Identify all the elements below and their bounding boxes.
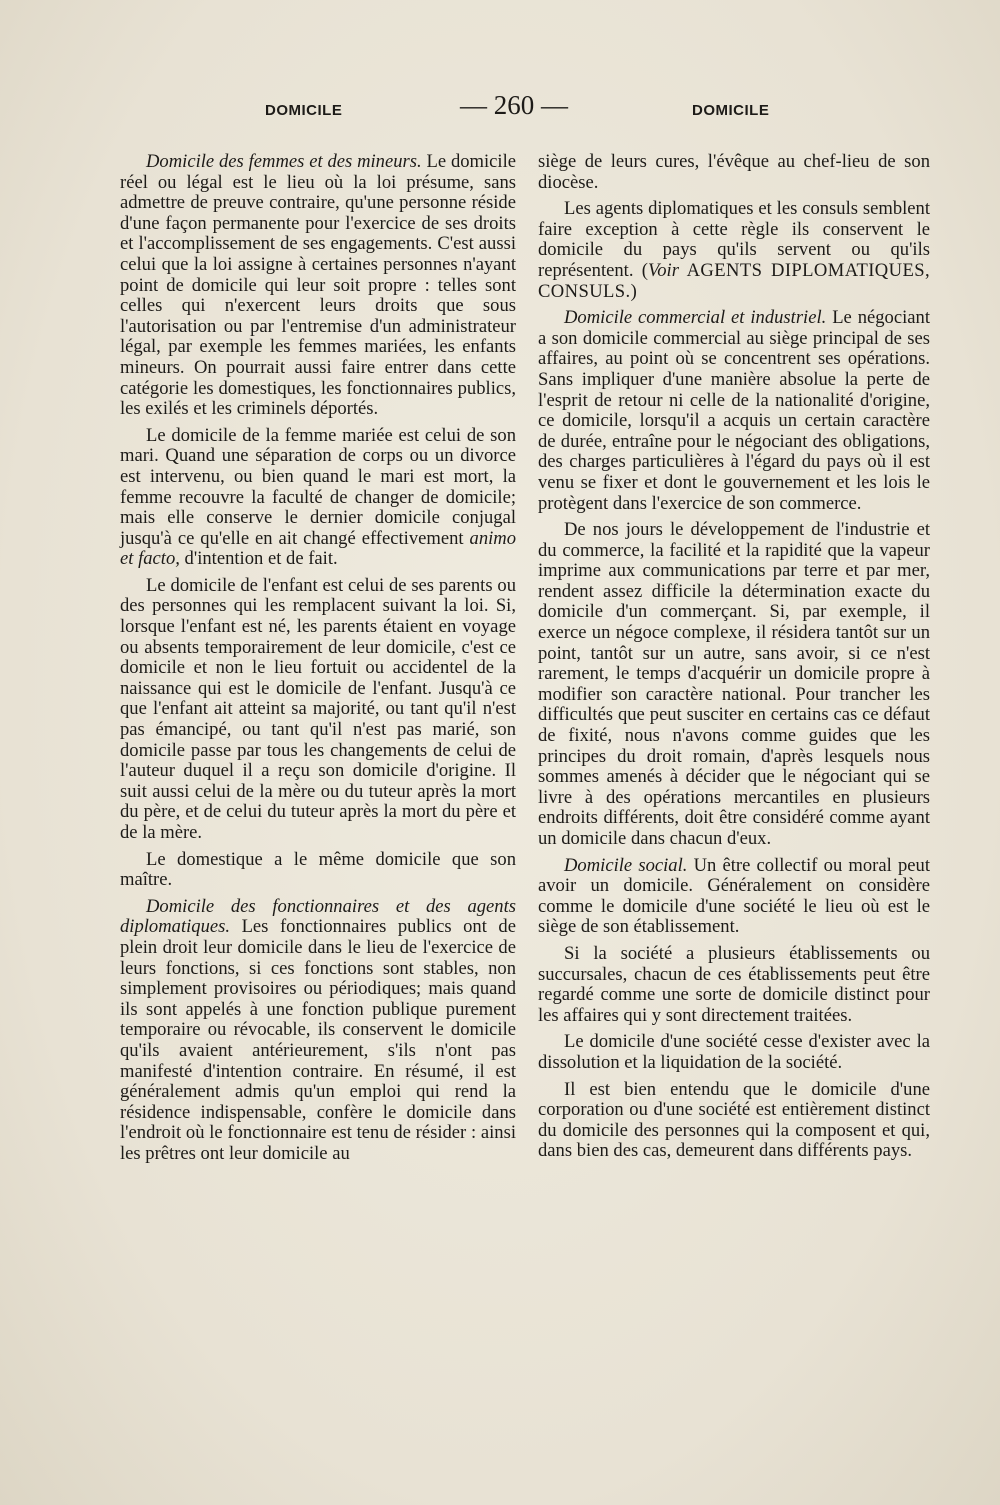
section-heading: Domicile commercial et industriel.	[564, 307, 827, 329]
paragraph-femme-mariee	[120, 426, 516, 570]
section-heading: Domicile des fonctionnaires et des agents diplomatiques.	[120, 895, 516, 938]
left-column	[120, 152, 516, 1165]
section-heading: Domicile social.	[564, 854, 688, 876]
paragraph-text: d'intention et de fait.	[179, 548, 338, 570]
paragraph-continuation: siège de leurs cures, l'évêque au chef-lieu de son diocèse.	[538, 151, 930, 193]
paragraph-enfant: Le domicile de l'enfant est celui de ses parents ou des personnes qui les remplacent suivant la loi. Si, lorsque l'enfant est né, les parents étaient en voyage ou absents temporairement de leur domicile, c'est ce domicile et non le lieu fortuit ou accidentel de la naissance qui est le domicile de l'enfant. Jusqu'à ce que l'enfant ait atteint sa majorité, ou tant qu'il n'est pas émancipé, ou tant qu'il n'est pas marié, son domicile passe par tous les changements de celui de l'auteur duquel il a reçu son domicile d'origine. Il suit aussi celui de la mère ou du tuteur après la mort du père, et de celui du tuteur après la mort du père et de la mère.	[120, 574, 516, 843]
paragraph-text: Le négociant a son domicile commercial au siège principal de ses affaires, au point où se concentrent ses opérations. Sans impliquer d'une manière absolue la perte de l'esprit de retour ni celle de la nationalité d'origine, ce domicile, lorsqu'il a acquis un certain caractère de durée, entraîne pour le négociant des obligations, des charges particulières à l'égard du pays où il est venu se fixer et dont le gouvernement et les lois le protègent dans l'exercice de son commerce.	[538, 307, 930, 514]
cross-reference-voir: Voir	[647, 259, 679, 281]
paragraph-succursales: Si la société a plusieurs établissements ou succursales, chacun de ces établissements peut être regardé comme une sorte de domicile distinct pour les affaires qui y sont directement traitées.	[538, 942, 930, 1026]
paragraph-domicile-commercial	[538, 308, 930, 514]
paragraph-commerce-developpement: De nos jours le développement de l'industrie et du commerce, la facilité et la rapidité que la vapeur imprime aux communications par terre et par mer, rendent assez difficile la détermination exacte du domicile d'un commerçant. Si, par exemple, il exerce un négoce complexe, il résidera tantôt sur un point, tantôt sur un autre, sans avoir, si ce n'est rarement, le temps d'acquérir un domicile propre à modifier son caractère national. Pour trancher les difficultés que peut susciter en certains cas ce défaut de fixité, nous n'avons comme guides que les principes du droit romain, d'après lesquels nous sommes amenés à décider que le négociant qui se livre à des opérations mercantiles en plusieurs endroits différents, doit être considéré comme ayant un domicile dans chacun d'eux.	[538, 519, 930, 849]
paragraph-agents-diplomatiques	[538, 199, 930, 302]
paragraph-dissolution: Le domicile d'une société cesse d'exister avec la dissolution et la liquidation de la société.	[538, 1031, 930, 1073]
paragraph-fonctionnaires	[120, 897, 516, 1165]
paragraph-text: Le domicile de la femme mariée est celui de son mari. Quand une séparation de corps ou un divorce est intervenu, ou bien quand le mari est mort, la femme recouvre la faculté de changer de domicile; mais elle conserve le dernier domicile conjugal jusqu'à ce qu'elle en ait changé effectivement	[120, 424, 516, 549]
latin-phrase: animo et facto,	[120, 527, 516, 570]
page-number: — 260 —	[460, 90, 568, 120]
paragraph-text: Le domicile réel ou légal est le lieu où la loi présume, sans admettre de preuve contraire, qu'une personne réside d'une façon permanente pour l'exercice de ses droits et l'accomplissement de ses engagements. C'est aussi celui que la loi assigne à certaines personnes n'ayant point de domicile qui leur soit propre : telles sont celles qui n'exercent leurs droits que sous l'autorisation ou par l'entremise d'un administrateur légal, par exemple les femmes mariées, les enfants mineurs. On pourrait aussi faire entrer dans cette catégorie les domestiques, les fonctionnaires publics, les exilés et les criminels déportés.	[120, 151, 516, 420]
paragraph-text: Les agents diplomatiques et les consuls semblent faire exception à cette règle ils conservent le domicile du pays qu'ils servent ou qu'ils représentent. (	[538, 198, 930, 281]
paragraph-text: Un être collectif ou moral peut avoir un domicile. Généralement on considère comme le domicile d'une société le lieu où est le siège de son établissement.	[538, 854, 930, 938]
paragraph-domicile-social	[538, 856, 930, 938]
cross-reference-target: AGENTS DIPLOMATIQUES, CONSULS.)	[538, 259, 931, 302]
header-left-title: DOMICILE	[265, 102, 343, 119]
paragraph-domestique: Le domestique a le même domicile que son maître.	[120, 848, 516, 891]
section-heading: Domicile des femmes et des mineurs.	[146, 151, 422, 172]
running-header	[0, 92, 1000, 132]
header-right-title: DOMICILE	[692, 102, 770, 119]
right-column	[538, 152, 930, 1162]
paragraph-text: Les fonctionnaires publics ont de plein droit leur domicile dans le lieu de l'exercice de leurs fonctions, si ces fonctions sont stables, non simplement provisoires ou périodiques; mais quand ils sont appelés à une fonction publique purement temporaire ou révocable, ils conservent le domicile qu'ils avaient antérieurement, s'ils n'ont pas manifesté d'intention contraire. En résumé, il est généralement admis qu'un emploi qui rend la résidence indispensable, confère le domicile dans l'endroit où le fonctionnaire est tenu de résider : ainsi les prêtres ont leur domicile au	[120, 916, 516, 1164]
paragraph-domicile-femmes-mineurs	[120, 152, 516, 420]
paragraph-corporation: Il est bien entendu que le domicile d'une corporation ou d'une société est entièrement distinct du domicile des personnes qui la composent et qui, dans bien des cas, demeurent dans différents pays.	[538, 1078, 930, 1162]
